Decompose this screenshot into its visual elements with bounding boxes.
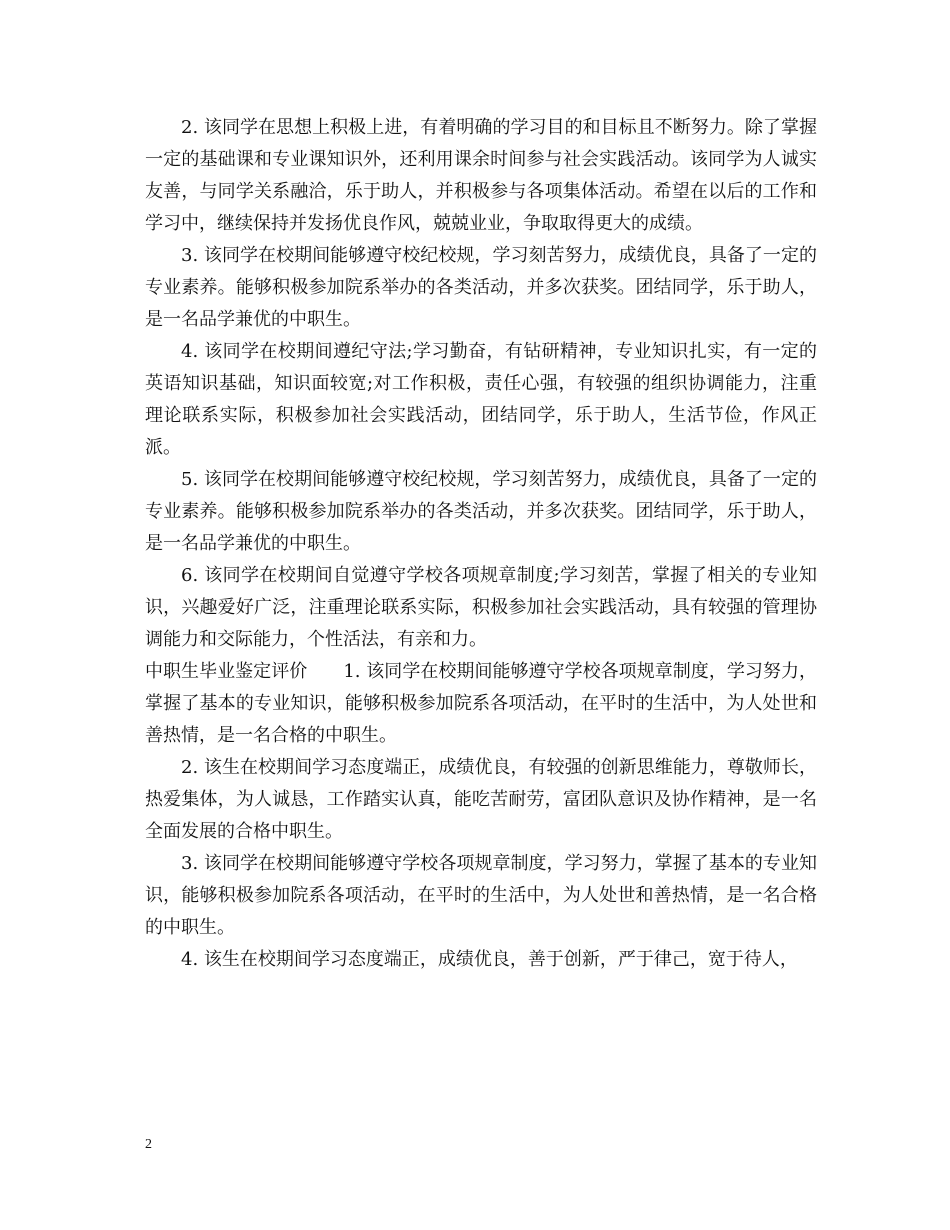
document-body — [145, 112, 817, 976]
paragraph-evaluation-3: 3. 该同学在校期间能够遵守校纪校规，学习刻苦努力，成绩优良，具备了一定的专业素养。能够积极参加院系举办的各类活动，并多次获奖。团结同学，乐于助人，是一名品学兼优的中职生。 — [145, 245, 817, 330]
page-number: 2 — [145, 1137, 152, 1152]
paragraph-section2-item-2: 2. 该生在校期间学习态度端正，成绩优良，有较强的创新思维能力，尊敬师长，热爱集体，为人诚恳，工作踏实认真，能吃苦耐劳，富团队意识及协作精神，是一名全面发展的合格中职生。 — [145, 757, 817, 842]
paragraph-evaluation-4: 4. 该同学在校期间遵纪守法;学习勤奋，有钻研精神，专业知识扎实，有一定的英语知识基础，知识面较宽;对工作积极，责任心强，有较强的组织协调能力，注重理论联系实际，积极参加社会实践活动，团结同学，乐于助人，生活节俭，作风正派。 — [145, 341, 817, 458]
paragraph-section2-item-3: 3. 该同学在校期间能够遵守学校各项规章制度，学习努力，掌握了基本的专业知识，能够积极参加院系各项活动，在平时的生活中，为人处世和善热情，是一名合格的中职生。 — [145, 853, 817, 938]
paragraph-section2-item-4: 4. 该生在校期间学习态度端正，成绩优良，善于创新，严于律己，宽于待人， — [181, 949, 798, 970]
paragraph-evaluation-6: 6. 该同学在校期间自觉遵守学校各项规章制度;学习刻苦，掌握了相关的专业知识，兴趣爱好广泛，注重理论联系实际，积极参加社会实践活动，具有较强的管理协调能力和交际能力，个性活法，有亲和力。 — [145, 565, 817, 650]
paragraph-evaluation-5: 5. 该同学在校期间能够遵守校纪校规，学习刻苦努力，成绩优良，具备了一定的专业素养。能够积极参加院系举办的各类活动，并多次获奖。团结同学，乐于助人，是一名品学兼优的中职生。 — [145, 469, 817, 554]
paragraph-evaluation-2: 2. 该同学在思想上积极上进，有着明确的学习目的和目标且不断努力。除了掌握一定的基础课和专业课知识外，还利用课余时间参与社会实践活动。该同学为人诚实友善，与同学关系融洽，乐于助人，并积极参与各项集体活动。希望在以后的工作和学习中，继续保持并发扬优良作风，兢兢业业，争取取得更大的成绩。 — [145, 117, 817, 234]
section-heading-paragraph: 中职生毕业鉴定评价 1. 该同学在校期间能够遵守学校各项规章制度，学习努力，掌握了基本的专业知识，能够积极参加院系各项活动，在平时的生活中，为人处世和善热情，是一名合格的中职生。 — [145, 661, 817, 746]
